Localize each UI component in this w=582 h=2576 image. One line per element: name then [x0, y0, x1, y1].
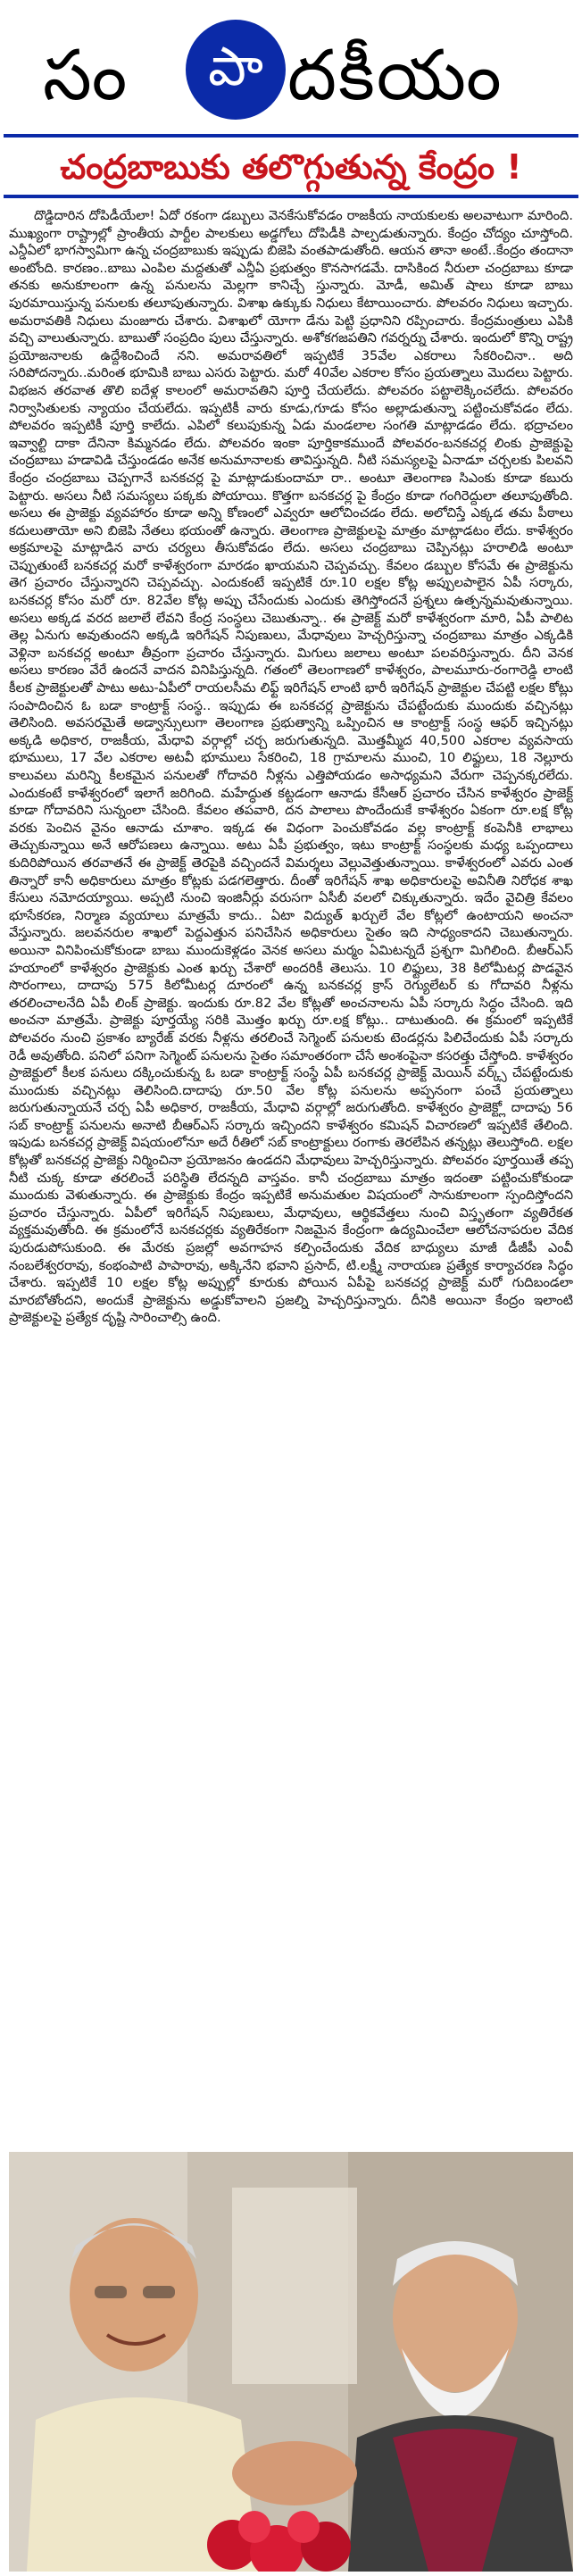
article-photo	[9, 2152, 573, 2572]
masthead	[0, 0, 582, 134]
masthead-center-text: పా	[208, 36, 263, 98]
masthead-right-text: దకీయం	[287, 36, 503, 116]
masthead-logo-circle	[186, 20, 286, 120]
handshake-photo-illustration	[9, 2152, 573, 2572]
article-body	[9, 207, 573, 2136]
headline: చంద్రబాబుకు తలొగ్గుతున్న కేంద్రం !	[60, 147, 522, 187]
masthead-left-text: సం	[43, 36, 129, 116]
divider-bottom	[4, 195, 578, 198]
divider-top	[4, 134, 578, 138]
article-paragraph: దొడ్డిదారిన దోపిడీయేలా! ఏదో రకంగా డబ్బులు వెనకేసుకోవడం రాజకీయ నాయకులకు అలవాటుగా మారింది. ముఖ్యంగా రాష్ట్రాల్లో ప్రాంతీయ పార్టీల పాలకులు అడ్డగోలు దోపిడీకి పాల్పడుతున్నారు. కేంద్రం చోద్యం చూస్తోంది. ఎన్డీఏలో భాగస్వామిగా ఉన్న చంద్రబాబుకు ఇప్పుడు బిజెపి వంతపాడుతోంది. ఆయన తానా అంటే..కేంద్రం తందానా అంటోంది. కారణం..బాబు ఎంపిల మద్దతుతో ఎన్డీఏ ప్రభుత్వం కొనసాగడమే. దాసికింద నీరులా చంద్రబాబు కూడా తనకు అనుకూలంగా ఉన్న పనులను మెల్లగా కానిచ్చే స్తున్నారు. మోడీ, అమిత్ షాలు కూడా బాబు పురమాయిస్తున్న పనులకు తలూపుతున్నారు. విశాఖ ఉక్కుకు నిధులు కేటాయించారు. పోలవరం నిధులు ఇచ్చారు. అమరావతికి నిధులు మంజూరు చేశారు. విశాఖలో యోగా డేను పెట్టి ప్రధానిని రప్పించారు. కేంద్రమంత్రులు ఎపికి వచ్చి వాలుతున్నారు. బాబుతో సంప్రదిం పులు చేస్తున్నారు. అశోకగజపతిని గవర్నర్ను చేశారు. ఇందులో కొన్ని రాష్ట్ర ప్రయోజనాలకు ఉద్దేశించిందే నని. అమరావతిలో ఇప్పటికే 35వేల ఎకరాలు సేకరించినా.. అది సరిపోదన్నారు..మరింత భూమికి బాబు ఎసరు పెట్టారు. మరో 40వేల ఎకరాల కోసం ప్రయత్నాలు మొదలు పెట్టారు. విభజన తరవాత తొలి ఐదేళ్ల కాలంలో అమరావతిని పూర్తి చేయలేదు. పోలవరం పట్టాలెక్కించలేదు. పోలవరం నిర్వాసితులకు న్యాయం చేయలేదు. ఇప్పటికీ వారు కూడు,గూడు కోసం అల్లాడుతున్నా పట్టించుకోవడం లేదు. పోలవరం ఇప్పటికీ పూర్తి కాలేదు. ఎపిలో కలుపుకున్న ఏడు మండలాల సంగతి మాట్లాడడం లేదు. భద్రాచలం ఇవ్వాల్టి దాకా దేనినా కిమ్మనడం లేదు. పోలవరం ఇంకా పూర్తికాకముందే పోలవరం-బనకచర్ల లింకు ప్రాజెక్టుపై చంద్రబాబు హడావిడి చేస్తుండడం అనేక అనుమానాలకు తావిస్తున్నది. నీటి సమస్యలపై ఏనాడూ చర్చలకు పిలవని కేంద్రం చంద్రబాబు చెప్పగానే బనకచర్ల పై మాట్లాడుకుందామా రా.. అంటూ తెలంగాణ సిఎంకు కూడా కబురు పెట్టారు. అసలు నీటి సమస్యలు పక్కకు పోయాయి. కొత్తగా బనకచర్ల పై కేంద్రం కూడా గంగిరెద్దులా తలూపుతోంది. అసలు ఈ ప్రాజెక్టు వ్యవహారం కూడా అన్ని కోణంలో ఎవ్వరూ ఆలోచించడం లేదు. అలోచిస్తే ఎక్కడ తమ పీఠాలు కదులుతాయో అని బిజెపి నేతలు భయంతో ఉన్నారు. తెలంగాణ ప్రాజెక్టులపై మాత్రం మాట్లాడటం లేదు. కాళేశ్వరం అక్రమాలపై మాట్లాడిన వారు చర్యలు తీసుకోవడం లేదు. అసలు చంద్రబాబు చెప్పినట్లు హరాలిడి అంటూ చెప్పుతుంటే బనకచర్ల మరో కాళేశ్వరంగా మారడం ఖాయమని చెప్పవచ్చు. కేవలం డబ్బుల కోసమే ఈ ప్రాజెక్టును తెగ ప్రచారం చేస్తున్నారని చెప్పవచ్చు. ఎందుకంటే ఇప్పటికే రూ.10 లక్షల కోట్ల అప్పులపాలైన ఏపీ సర్కారు, బనకచర్ల కోసం మరో రూ. 82వేల కోట్ల అప్పు చేసేందుకు ఎందుకు తెగిస్తోందనే ప్రశ్నలు ఉత్పన్నమవుతున్నాయి. అసలు అక్కడ వరద జలాలే లేవని కేంద్ర సంస్థలు చెబుతున్నా.. ఈ ప్రాజెక్ట్ మరో కాళేశ్వరంగా మారి, ఏపీ పాలిట తెల్ల ఏనుగు అవుతుందని అక్కడి ఇరిగేషన్ నిపుణులు, మేధావులు హెచ్చరిస్తున్నా చంద్రబాబు మాత్రం ఎక్కడికి వెళ్లినా బనకచర్ల అంటూ తీవ్రంగా ప్రచారం చేస్తున్నారు. మిగులు జలాలు అంటూ పలవరిస్తున్నారు. దీని వెనక అసలు కారణం వేరే ఉందనే వాదన వినిపిస్తున్నది. గతంలో తెలంగాణలో కాళేశ్వరం, పాలమూరు-రంగారెడ్డి లాంటి కీలక ప్రాజెక్టులతో పాటు అటు-ఏపీలో రాయలసీమ లిఫ్ట్ ఇరిగేషన్ లాంటి భారీ ఇరిగేషన్ ప్రాజెక్టుల చేపట్టి లక్షల కోట్లు సంపాదించిన ఓ బడా కాంట్రాక్ట్ సంస్థ.. ఇప్పుడు ఈ బనకచర్ల ప్రాజెక్టును చేపట్టేందుకు ముందుకు వచ్చినట్లు తెలిసింది. అవసరమైతే అడ్వాన్సులుగా తెలంగాణ ప్రభుత్వాన్ని ఒప్పించిన ఆ కాంట్రాక్ట్ సంస్థ ఆఫర్ ఇచ్చినట్లు అక్కడి అధికార, రాజకీయ, మేధావి వర్గాల్లో చర్చ జరుగుతున్నది. మొత్తమ్మీద 40,500 ఎకరాల వ్యవసాయ భూములు, 17 వేల ఎకరాల అటవీ భూములు సేకరించి, 18 గ్రామాలను ముంచి, 10 లిఫ్టులు, 18 నెల్లూరు కాలువలు మరిన్ని కీలకమైన పనులతో గోదావరి నీళ్లను ఎత్తిపోయడం అసాధ్యమని వేరుగా చెప్పనక్కరలేదు. ఎందుకంటే కాళేశ్వరంలో ఇలాగే జరిగింది. మహేద్ధుత కట్టడంగా ఆనాడు కేసీఆర్ ప్రచారం చేసిన కాళేశ్వరం ప్రాజెక్ట్ కూడా గోదావరిని సున్నంలా చేసింది. కేవలం తపవారి, దన పాలాలు పొందేందుకే కాళేశ్వరం ఏకంగా రూ.లక్ష కోట్ల వరకు పెంచిన వైనం ఆనాడు చూశాం. ఇక్కడ ఈ విధంగా పెంచుకోవడం వల్ల కాంట్రాక్ట్ కంపెనీకి లాభాలు తెచ్చుకున్నాయి అనే ఆరోపణలు ఉన్నాయి. అటు ఏపీ ప్రభుత్వం, ఇటు కాంట్రాక్ట్ సంస్థలకు మధ్య ఒప్పందాలు కుదిరిపోయిన తరవాతనే ఈ ప్రాజెక్ట్ తెరపైకి వచ్చిందనే విమర్శలు వెల్లువెత్తుతున్నాయి. కాళేశ్వరంలో ఎవరు ఎంత తిన్నారో కానీ అధికారులు మాత్రం కోట్లకు పడగలెత్తారు. దీంతో ఇరిగేషన్ శాఖ అధికారులపై అవినీతి నిరోధక శాఖ కేసులు నమోదయ్యాయి. అప్పటి నుంచి ఇంజినీర్లు వరుసగా ఏసీబీ వలలో చిక్కుతున్నారు. ఇదేం వైచిత్రి కేవలం భూసేకరణ, నిర్మాణ వ్యయాలు మాత్రమే కాదు.. ఏటా విద్యుత్ ఖర్చులే వేల కోట్లలో ఉంటాయని అంచనా వేస్తున్నారు. జలవనరుల శాఖలో పెద్దఎత్తున పనిచేసిన అధికారులు సైతం ఇది సాధ్యంకాదని చెబుతున్నారు. అయినా వినిపించుకోకుండా బాబు ముందుకెళ్లడం వెనక అసలు మర్మం ఏమిటన్నదే ప్రశ్నగా మిగిలింది. బీఆర్ఎస్ హయాంలో కాళేశ్వరం ప్రాజెక్టుకు ఎంత ఖర్చు చేశారో అందరికీ తెలుసు. 10 లిఫ్టులు, 38 కిలోమీటర్ల పొడవైన సొరంగాలు, దాదాపు 575 కిలోమీటర్ల దూరంలో ఉన్న బనకచర్ల క్రాస్ రెగ్యులేటర్ కు గోదావరి నీళ్లను తరలించాలనేది ఏపీ లింక్ ప్రాజెక్టు. ఇందుకు రూ.82 వేల కోట్లతో అంచనాలను ఏపీ సర్కారు సిద్ధం చేసింది. ఇది అంచనా మాత్రమే. ప్రాజెక్టు పూర్తయ్యే సరికి మొత్తం ఖర్చు రూ.లక్ష కోట్లు.. దాటుతుంది. ఈ క్రమంలో ఇప్పటికే పోలవరం నుంచి ప్రకాశం బ్యారేజ్ వరకు నీళ్లను తరలించే సెగ్మెంట్ పనులకు టెండర్లను పిలిచేందుకు ఏపీ సర్కారు రెడీ అవుతోంది. పనిలో పనిగా సెగ్మెంట్ పనులను సైతం సమాంతరంగా చేసే అంశంపైనా కసరత్తు చేస్తోంది. కాళేశ్వరం ప్రాజెక్టులో కీలక పనులు దక్కించుకున్న ఓ బడా కాంట్రాక్ట్ సంస్థే ఏపీ బనకచర్ల ప్రాజెక్ట్ మెయిన్ వర్క్స్ చేపట్టేందుకు ముందుకు వచ్చినట్లు తెలిసింది.దాదాపు రూ.50 వేల కోట్ల పనులను అప్పనంగా పంచే ప్రయత్నాలు జరుగుతున్నాయనే చర్చ ఏపీ అధికార, రాజకీయ, మేధావి వర్గాల్లో జరుగుతోంది. కాళేశ్వరం ప్రాజెక్ట్లో దాదాపు 56 సబ్ కాంట్రాక్ట్ పనులను అనాటి బీఆర్ఎస్ సర్కారు ఇచ్చిందని కాళేశ్వరం కమిషన్ విచారణలో ఇప్పటికే తేలింది. ఇపుడు బనకచర్ల ప్రాజెక్ట్ విషయంలోనూ అదే రీతిలో సబ్ కాంట్రాక్టులు రంగాకు తెరలేపిన తన్నట్లు తెలుస్తోంది. లక్షల కోట్లతో బనకచర్ల ప్రాజెక్టు నిర్మించినా ప్రయోజనం ఉండదని మేధావులు హెచ్చరిస్తున్నారు. పోలవరం పూర్తయితే తప్ప నీటి చుక్క కూడా తరలించే పరిస్థితి లేదన్నది వాస్తవం. కానీ చంద్రబాబు మాత్రం ఇదంతా పట్టించుకోకుండా ముందుకు వెళుతున్నారు. ఈ ప్రాజెక్టుకు కేంద్రం ఇప్పటికే అనుమతుల విషయంలో సానుకూలంగా స్పందిస్తోందని ప్రచారం చేస్తున్నారు. ఏపీలో ఇరిగేషన్ నిపుణులు, మేధావులు, ఆర్థికవేత్తలు నుంచి విస్తృతంగా వ్యతిరేకత వ్యక్తమవుతోంది. ఈ క్రమంలోనే బనకచర్లకు వ్యతిరేకంగా నిజమైన కేంద్రంగా ఉద్యమించేలా ఆలోచనాపరుల వేదిక పురుడుపోసుకుంది. ఈ మేరకు ప్రజల్లో అవగాహన కల్పించేందుకు వేదిక బాధ్యులు మాజీ డీజీపీ ఎంవీ నంబలేశ్వరరావు, కంభంపాటి పాపారావు, అక్కినేని భవాని ప్రసాద్, టి.లక్ష్మీ నారాయణ ప్రత్యేక కార్యాచరణ సిద్ధం చేశారు. ఇప్పటికే 10 లక్షల కోట్ల అప్పుల్లో కూరుకు పోయిన ఏపీపై బనకచర్ల ప్రాజెక్ట్ మరో గుదిబండలా మారబోతోందని, అందుకే ప్రాజెక్టును అడ్డుకోవాలని ప్రజల్ని హెచ్చరిస్తున్నారు. దీనికి అయినా కేంద్రం ఇలాంటి ప్రాజెక్టులపై ప్రత్యేక దృష్టి సారించాల్సి ఉంది.	[9, 208, 573, 1326]
